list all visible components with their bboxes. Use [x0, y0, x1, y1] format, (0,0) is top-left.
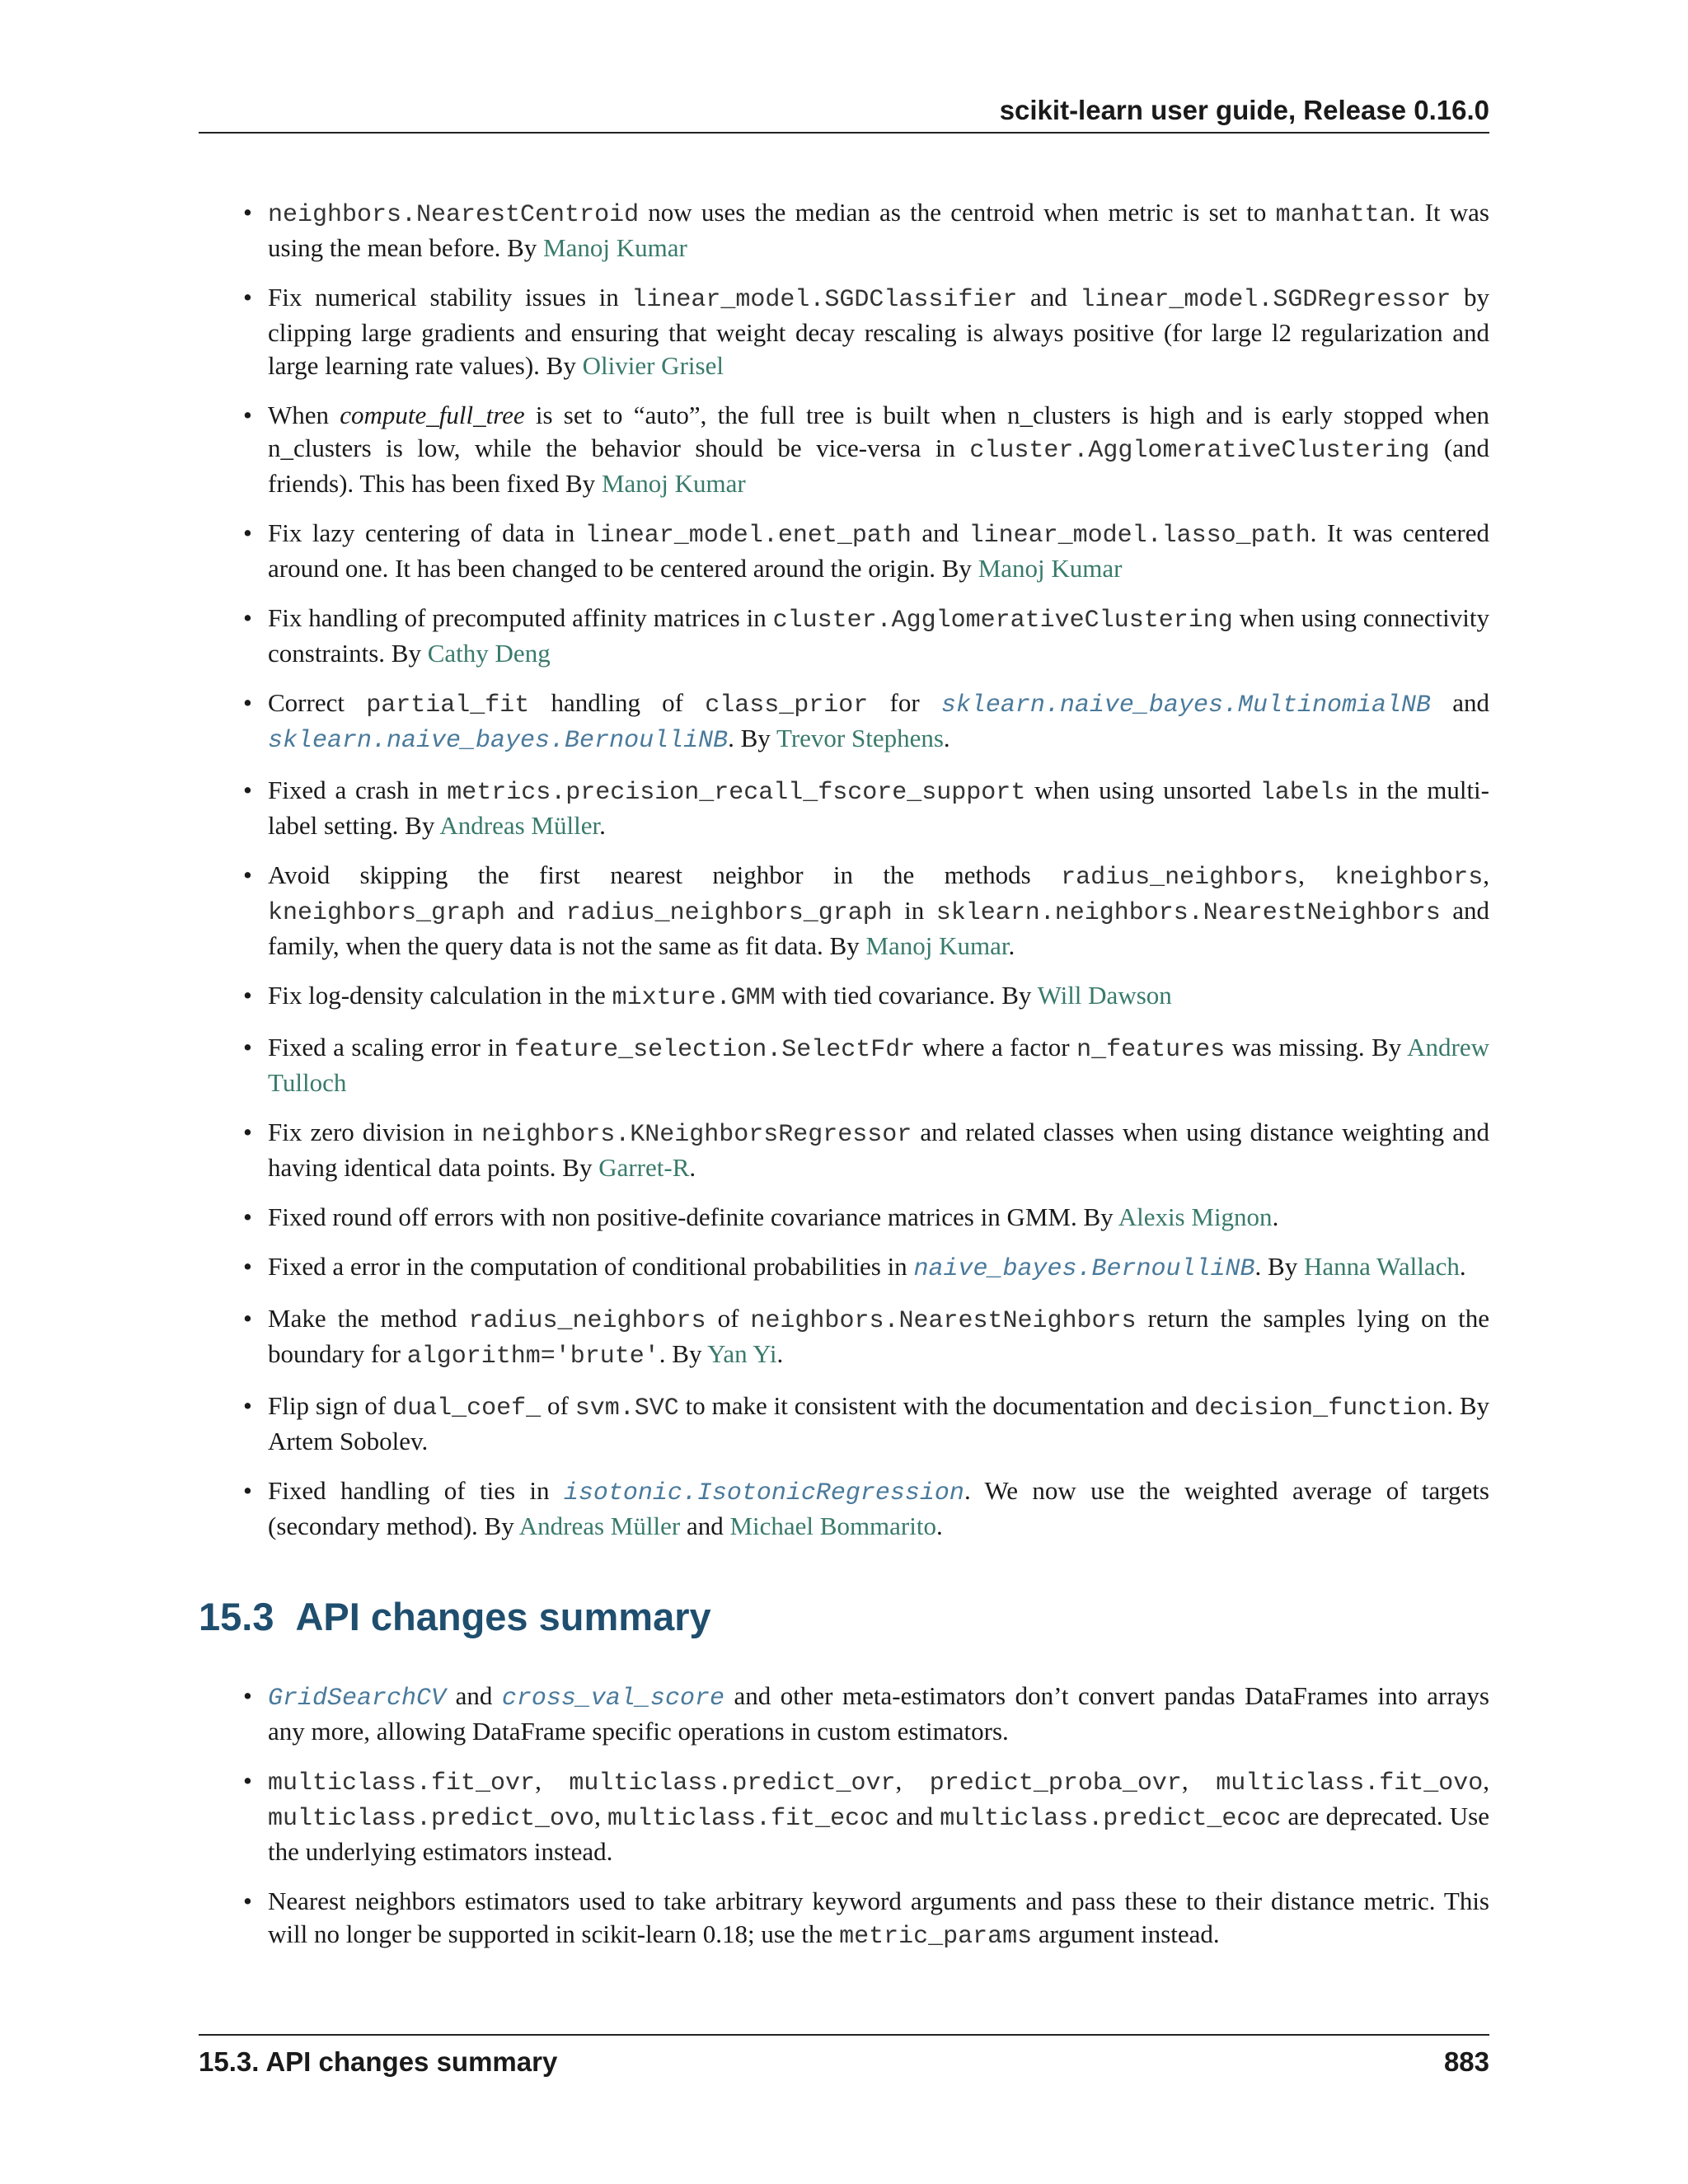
list-item: • Make the method radius_neighbors of neighbors.NearestNeighbors return the samples lying on the boundary for algorithm='brute'. By Yan Yi. [199, 1302, 1489, 1373]
author-link[interactable]: Andreas Müller [518, 1511, 681, 1540]
author-link[interactable]: Manoj Kumar [978, 554, 1123, 583]
author-link[interactable]: Hanna Wallach [1303, 1252, 1460, 1281]
page-header [199, 92, 1489, 134]
page-footer [199, 2034, 1489, 2080]
section-title-text: API changes summary [295, 1595, 711, 1638]
section-number: 15.3 [199, 1595, 274, 1638]
list-item: • multiclass.fit_ovr, multiclass.predict_ovr, predict_proba_ovr, multiclass.fit_ovo, multiclass.predict_ovo, multiclass.fit_ecoc and multiclass.predict_ecoc are deprecated. Use the underlying estimators instead. [199, 1765, 1489, 1868]
author-link[interactable]: Yan Yi [707, 1339, 777, 1368]
api-reference-link[interactable]: naive_bayes.BernoulliNB [913, 1255, 1255, 1283]
author-link[interactable]: Michael Bommarito [729, 1511, 936, 1540]
author-link[interactable]: Will Dawson [1037, 981, 1172, 1010]
list-item: • Fixed a error in the computation of conditional probabilities in naive_bayes.BernoulliNB. By Hanna Wallach. [199, 1250, 1489, 1286]
list-item: • Correct partial_fit handling of class_prior for sklearn.naive_bayes.MultinomialNB and sklearn.naive_bayes.BernoulliNB. By Trevor Stephens. [199, 687, 1489, 757]
page-number: 883 [1443, 2046, 1489, 2077]
author-link[interactable]: Trevor Stephens [776, 724, 944, 752]
list-item: • Fixed handling of ties in isotonic.IsotonicRegression. We now use the weighted average of targets (secondary method). By Andreas Müller and Michael Bommarito. [199, 1474, 1489, 1543]
author-link[interactable]: Alexis Mignon [1118, 1202, 1273, 1231]
list-item: • Fix log-density calculation in the mixture.GMM with tied covariance. By Will Dawson [199, 979, 1489, 1015]
list-item: • neighbors.NearestCentroid now uses the median as the centroid when metric is set to manhattan. It was using the mean before. By Manoj Kumar [199, 196, 1489, 265]
running-title: scikit-learn user guide, Release 0.16.0 [999, 95, 1489, 125]
api-reference-link[interactable]: cross_val_score [501, 1685, 724, 1713]
list-item: • Fix zero division in neighbors.KNeighborsRegressor and related classes when using distance weighting and having identical data points. By Garret-R. [199, 1116, 1489, 1184]
api-reference-link[interactable]: GridSearchCV [268, 1685, 447, 1713]
list-item: • Fix numerical stability issues in linear_model.SGDClassifier and linear_model.SGDRegressor by clipping large gradients and ensuring that weight decay rescaling is always positive (for large l2 regularization and large learning rate values). By Olivier Grisel [199, 281, 1489, 382]
list-item: • Fixed round off errors with non positive-definite covariance matrices in GMM. By Alexis Mignon. [199, 1201, 1489, 1234]
author-link[interactable]: Olivier Grisel [582, 351, 724, 380]
list-item: • GridSearchCV and cross_val_score and other meta-estimators don’t convert pandas DataFrames into arrays any more, allowing DataFrame specific operations in custom estimators. [199, 1680, 1489, 1748]
list-item: • Nearest neighbors estimators used to take arbitrary keyword arguments and pass these to their distance metric. This will no longer be supported in scikit-learn 0.18; use the metric_params argument instead. [199, 1885, 1489, 1953]
footer-section-label: 15.3. API changes summary [199, 2046, 558, 2077]
page-content [199, 196, 1489, 1970]
list-item: • Avoid skipping the first nearest neighbor in the methods radius_neighbors, kneighbors, kneighbors_graph and radius_neighbors_graph in sklearn.neighbors.NearestNeighbors and family, when the query data is not the same as fit data. By Manoj Kumar. [199, 859, 1489, 963]
api-changes-list [199, 1680, 1489, 1953]
list-item: • Fixed a scaling error in feature_selection.SelectFdr where a factor n_features was missing. By Andrew Tulloch [199, 1031, 1489, 1099]
list-item: • Fixed a crash in metrics.precision_recall_fscore_support when using unsorted labels in the multi-label setting. By Andreas Müller. [199, 774, 1489, 842]
api-reference-link[interactable]: sklearn.naive_bayes.BernoulliNB [268, 727, 729, 755]
author-link[interactable]: Manoj Kumar [601, 469, 746, 498]
bugfix-list [199, 196, 1489, 1543]
author-link[interactable]: Manoj Kumar [865, 931, 1009, 960]
author-link[interactable]: Garret-R [598, 1153, 690, 1182]
list-item: • Fix handling of precomputed affinity matrices in cluster.AgglomerativeClustering when using connectivity constraints. By Cathy Deng [199, 602, 1489, 670]
list-item: • Fix lazy centering of data in linear_model.enet_path and linear_model.lasso_path. It was centered around one. It has been changed to be centered around the origin. By Manoj Kumar [199, 517, 1489, 585]
author-link[interactable]: Cathy Deng [427, 639, 551, 668]
author-link[interactable]: Andrew Tulloch [268, 1033, 1489, 1097]
api-reference-link[interactable]: sklearn.naive_bayes.MultinomialNB [940, 691, 1431, 719]
section-heading [199, 1592, 1489, 1642]
list-item: • When compute_full_tree is set to “auto”, the full tree is built when n_clusters is high and is early stopped when n_clusters is low, while the behavior should be vice-versa in cluster.AgglomerativeClustering (and friends). This has been fixed By Manoj Kumar [199, 399, 1489, 500]
author-link[interactable]: Andreas Müller [439, 811, 600, 840]
api-reference-link[interactable]: isotonic.IsotonicRegression [563, 1479, 964, 1507]
author-link[interactable]: Manoj Kumar [543, 233, 687, 262]
list-item: • Flip sign of dual_coef_ of svm.SVC to make it consistent with the documentation and decision_function. By Artem Sobolev. [199, 1390, 1489, 1458]
